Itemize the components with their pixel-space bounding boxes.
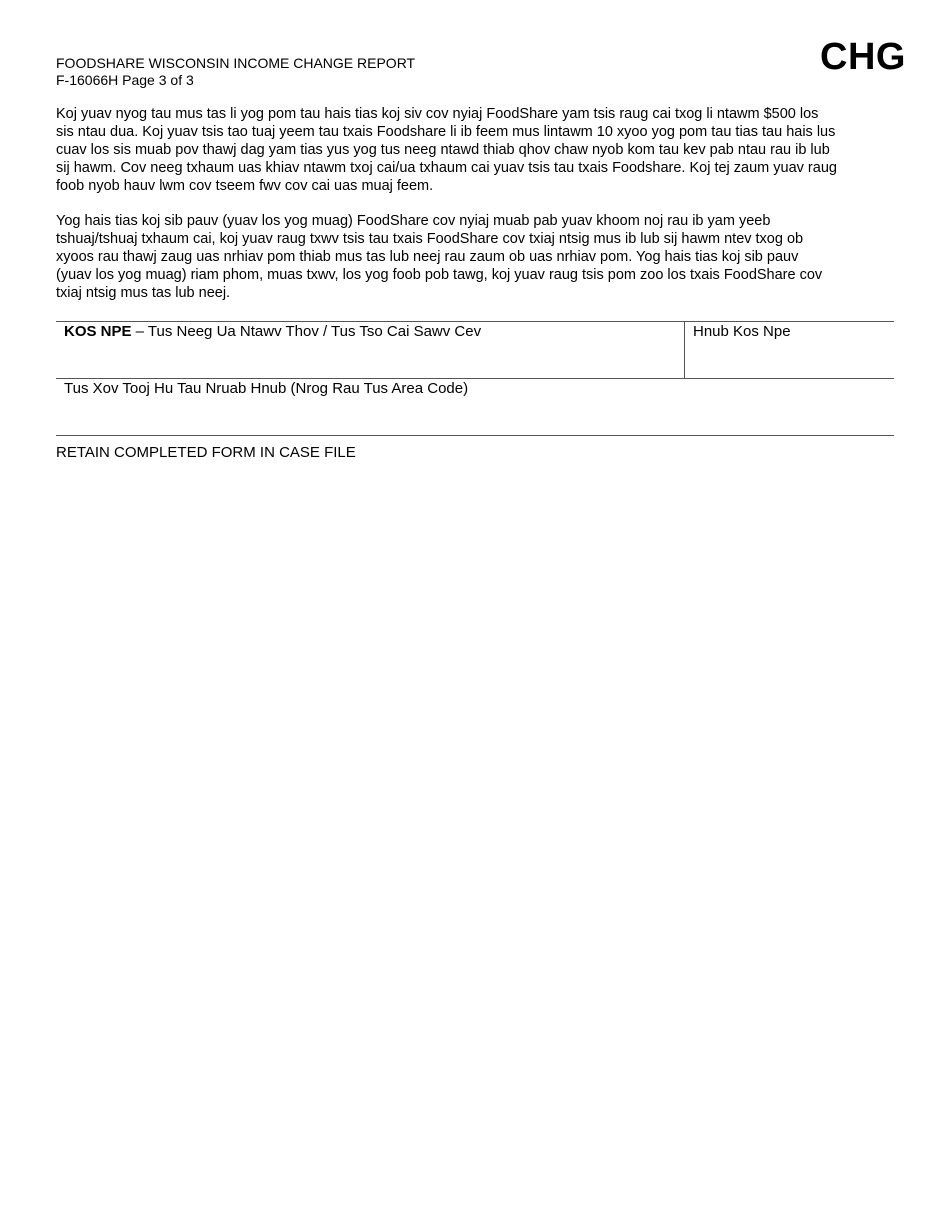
- daytime-phone-field[interactable]: [56, 379, 894, 435]
- paragraph-line: Yog hais tias koj sib pauv (yuav los yog muag) FoodShare cov nyiaj muab pab yuav khoom noj rau ib yam yeeb: [56, 213, 771, 229]
- penalty-paragraph-2: [56, 212, 896, 302]
- form-number-page: F-16066H Page 3 of 3: [56, 72, 194, 88]
- date-signed-label: Hnub Kos Npe: [693, 323, 791, 340]
- signature-label-bold: KOS NPE: [64, 323, 132, 340]
- signature-field[interactable]: [56, 322, 685, 378]
- paragraph-line: sis ntau dua. Koj yuav tsis tao tuaj yeem tau txais Foodshare li ib feem mus lintawm 10 xyoo yog pom tau tias tau hais lus: [56, 124, 836, 140]
- signature-label: – Tus Neeg Ua Ntawv Thov / Tus Tso Cai Sawv Cev: [131, 323, 482, 340]
- signature-row: [56, 322, 894, 379]
- paragraph-line: tshuaj/tshuaj txhaum cai, koj yuav raug txwv tsis tau txais FoodShare cov txiaj ntsig mus ib lub sij hawm ntev txog ob: [56, 231, 804, 247]
- paragraph-line: xyoos rau thawj zaug uas nrhiav pom thiab mus tas lub neej rau zaum ob uas nrhiav pom. Yog hais tias koj sib pauv: [56, 249, 799, 265]
- form-code: CHG: [820, 36, 906, 78]
- form-title: FOODSHARE WISCONSIN INCOME CHANGE REPORT: [56, 55, 416, 71]
- paragraph-line: txiaj ntsig mus tas lub neej.: [56, 285, 231, 301]
- penalty-paragraph-1: [56, 105, 896, 195]
- paragraph-line: sij hawm. Cov neeg txhaum uas khiav ntawm txoj cai/ua txhaum cai yuav tsis tau txais Foodshare. Koj tej zaum yuav raug: [56, 160, 837, 176]
- signature-form: [56, 321, 894, 436]
- paragraph-line: Koj yuav nyog tau mus tas li yog pom tau hais tias koj siv cov nyiaj FoodShare yam tsis raug cai txog li ntawm $500 los: [56, 106, 819, 122]
- daytime-phone-label: Tus Xov Tooj Hu Tau Nruab Hnub (Nrog Rau Tus Area Code): [64, 380, 469, 397]
- phone-row: [56, 379, 894, 436]
- retain-notice: RETAIN COMPLETED FORM IN CASE FILE: [56, 444, 356, 461]
- paragraph-line: (yuav los yog muag) riam phom, muas txwv, los yog foob pob tawg, koj yuav raug tsis pom zoo los txais FoodShare cov: [56, 267, 823, 283]
- paragraph-line: foob nyob hauv lwm cov tseem fwv cov cai uas muaj feem.: [56, 178, 434, 194]
- date-signed-field[interactable]: [685, 322, 894, 378]
- form-header: [56, 55, 415, 89]
- paragraph-line: cuav los sis muab pov thawj dag yam tias yus yog tus neeg ntawd thiab qhov chaw nyob kom tau kev pab ntau rau ib lub: [56, 142, 830, 158]
